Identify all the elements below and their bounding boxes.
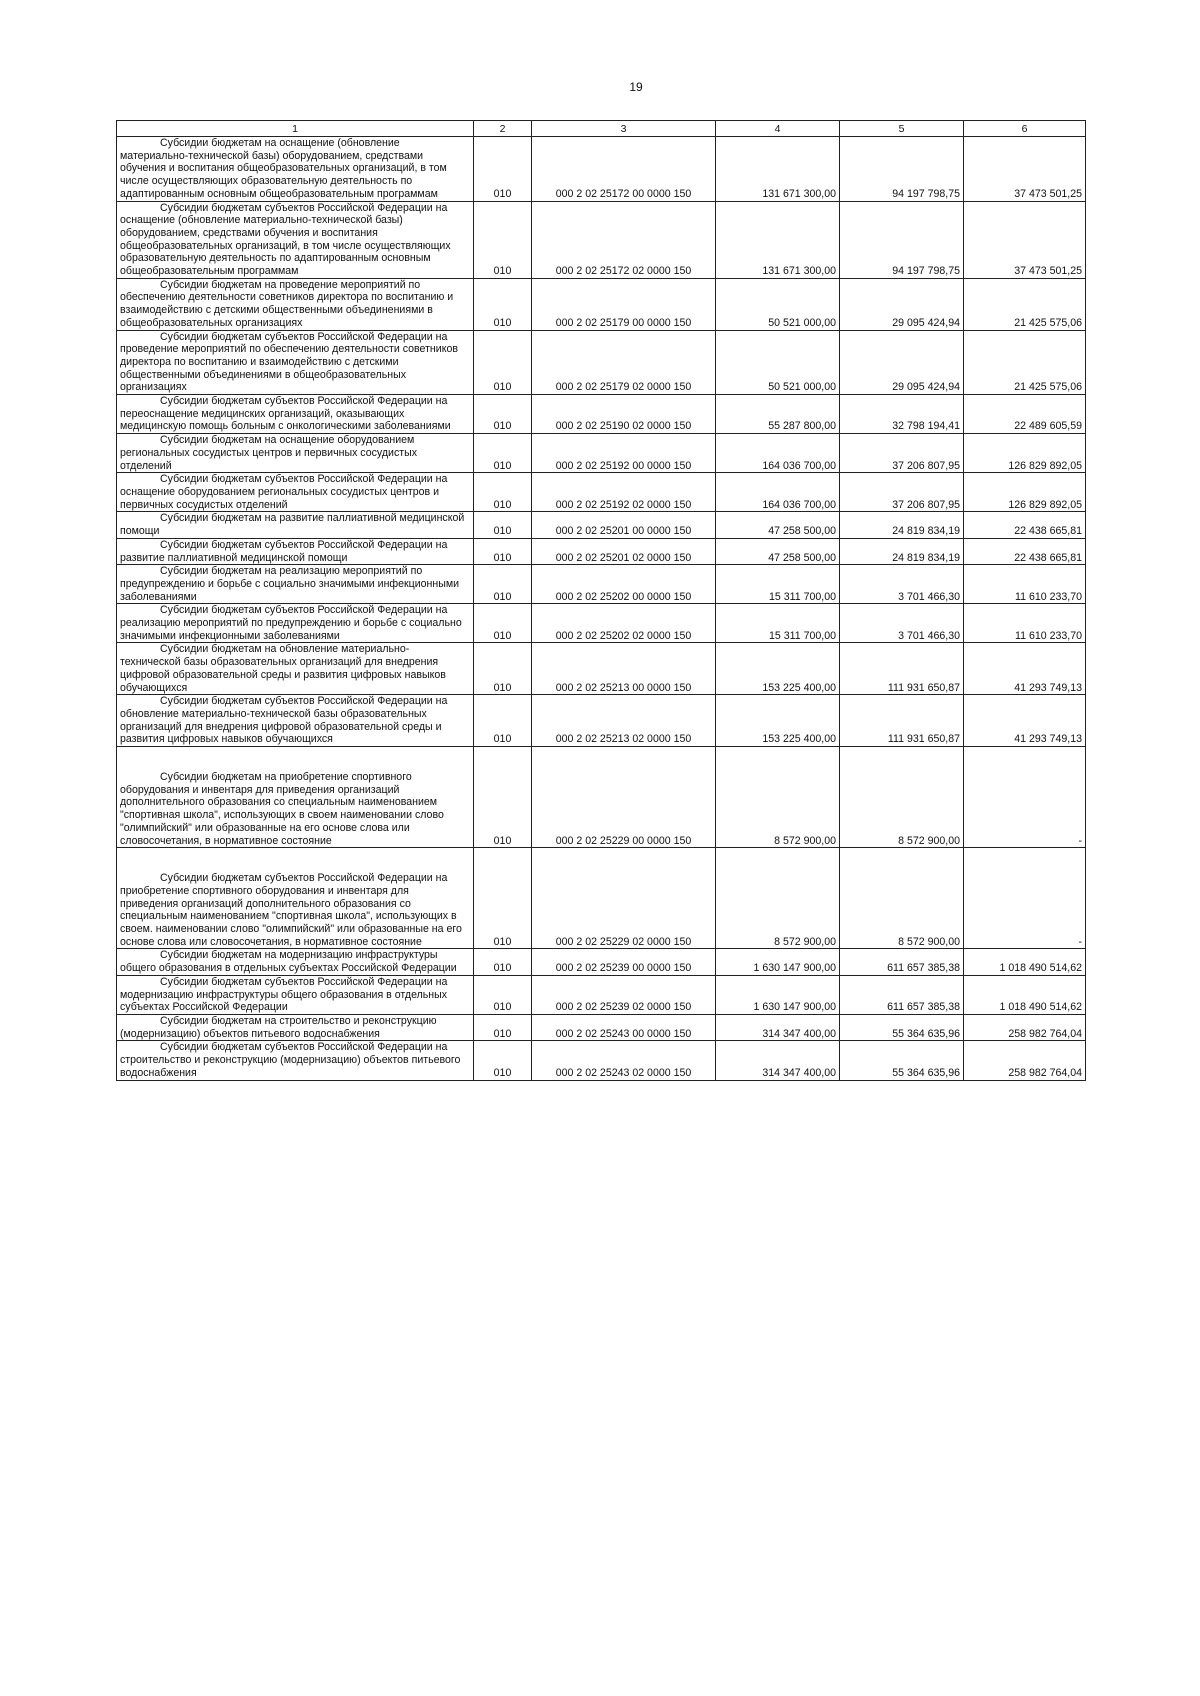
column-header: 2 — [474, 121, 532, 137]
row-value-remaining: 41 293 749,13 — [964, 695, 1086, 747]
row-code: 010 — [474, 565, 532, 604]
table-row — [117, 278, 1086, 330]
row-value-remaining: 258 982 764,04 — [964, 1015, 1086, 1041]
row-name: Субсидии бюджетам субъектов Российской Федерации на обновление материально-технической базы образовательных организаций для внедрения цифровой образовательной среды и развития цифровых навыков обучающихся — [117, 695, 474, 747]
row-name: Субсидии бюджетам субъектов Российской Федерации на модернизацию инфраструктуры общего образования в отдельных субъектах Российской Федерации — [117, 975, 474, 1014]
row-kbk: 000 2 02 25202 00 0000 150 — [532, 565, 716, 604]
row-value-executed: 3 701 466,30 — [840, 604, 964, 643]
table-row — [117, 434, 1086, 473]
row-value-remaining: 126 829 892,05 — [964, 473, 1086, 512]
row-value-executed: 29 095 424,94 — [840, 278, 964, 330]
table-body — [117, 137, 1086, 1081]
row-value-executed: 94 197 798,75 — [840, 137, 964, 202]
row-value-remaining: 11 610 233,70 — [964, 604, 1086, 643]
row-value-remaining: - — [964, 747, 1086, 848]
table-row — [117, 201, 1086, 278]
row-value-approved: 164 036 700,00 — [716, 434, 840, 473]
column-header: 6 — [964, 121, 1086, 137]
table-row — [117, 473, 1086, 512]
row-code: 010 — [474, 395, 532, 434]
row-value-remaining: 37 473 501,25 — [964, 137, 1086, 202]
row-value-remaining: 37 473 501,25 — [964, 201, 1086, 278]
row-value-executed: 111 931 650,87 — [840, 695, 964, 747]
row-value-approved: 314 347 400,00 — [716, 1015, 840, 1041]
row-name: Субсидии бюджетам субъектов Российской Федерации на проведение мероприятий по обеспечению деятельности советников директора по воспитанию и взаимодействию с детскими общественными объединениями в общеобразовательных организациях — [117, 330, 474, 395]
table-row — [117, 643, 1086, 695]
row-value-executed: 3 701 466,30 — [840, 565, 964, 604]
row-kbk: 000 2 02 25239 00 0000 150 — [532, 949, 716, 975]
row-value-approved: 8 572 900,00 — [716, 747, 840, 848]
table-row — [117, 975, 1086, 1014]
table-row — [117, 848, 1086, 949]
row-value-remaining: 11 610 233,70 — [964, 565, 1086, 604]
table-row — [117, 604, 1086, 643]
row-code: 010 — [474, 643, 532, 695]
table-row — [117, 695, 1086, 747]
table-header-row — [117, 121, 1086, 137]
row-value-remaining: - — [964, 848, 1086, 949]
row-name: Субсидии бюджетам на реализацию мероприятий по предупреждению и борьбе с социально значимыми инфекционными заболеваниями — [117, 565, 474, 604]
row-kbk: 000 2 02 25201 00 0000 150 — [532, 512, 716, 538]
row-name: Субсидии бюджетам на обновление материально-технической базы образовательных организаций для внедрения цифровой образовательной среды и развития цифровых навыков обучающихся — [117, 643, 474, 695]
row-value-approved: 164 036 700,00 — [716, 473, 840, 512]
row-code: 010 — [474, 949, 532, 975]
row-code: 010 — [474, 695, 532, 747]
row-value-approved: 15 311 700,00 — [716, 604, 840, 643]
row-code: 010 — [474, 1041, 532, 1080]
column-header: 4 — [716, 121, 840, 137]
row-code: 010 — [474, 604, 532, 643]
row-kbk: 000 2 02 25229 00 0000 150 — [532, 747, 716, 848]
table-row — [117, 137, 1086, 202]
row-name: Субсидии бюджетам на оснащение оборудованием региональных сосудистых центров и первичных сосудистых отделений — [117, 434, 474, 473]
table-row — [117, 1015, 1086, 1041]
row-value-executed: 94 197 798,75 — [840, 201, 964, 278]
row-name: Субсидии бюджетам субъектов Российской Федерации на строительство и реконструкцию (модернизацию) объектов питьевого водоснабжения — [117, 1041, 474, 1080]
row-value-approved: 50 521 000,00 — [716, 278, 840, 330]
row-kbk: 000 2 02 25213 00 0000 150 — [532, 643, 716, 695]
row-value-approved: 314 347 400,00 — [716, 1041, 840, 1080]
row-name: Субсидии бюджетам субъектов Российской Федерации на оснащение оборудованием региональных сосудистых центров и первичных сосудистых отделений — [117, 473, 474, 512]
row-kbk: 000 2 02 25239 02 0000 150 — [532, 975, 716, 1014]
row-value-executed: 611 657 385,38 — [840, 975, 964, 1014]
row-value-remaining: 22 438 665,81 — [964, 512, 1086, 538]
column-header: 1 — [117, 121, 474, 137]
table-row — [117, 512, 1086, 538]
row-value-executed: 111 931 650,87 — [840, 643, 964, 695]
row-value-approved: 131 671 300,00 — [716, 137, 840, 202]
row-value-executed: 37 206 807,95 — [840, 434, 964, 473]
row-name: Субсидии бюджетам на оснащение (обновление материально-технической базы) оборудованием, средствами обучения и воспитания общеобразовательных организаций, в том числе осуществляющих образовательную деятельность по адаптированным основным общеобразовательным программам — [117, 137, 474, 202]
row-name: Субсидии бюджетам на модернизацию инфраструктуры общего образования в отдельных субъектах Российской Федерации — [117, 949, 474, 975]
row-kbk: 000 2 02 25172 00 0000 150 — [532, 137, 716, 202]
row-kbk: 000 2 02 25243 02 0000 150 — [532, 1041, 716, 1080]
row-name: Субсидии бюджетам на проведение мероприятий по обеспечению деятельности советников директора по воспитанию и взаимодействию с детскими общественными объединениями в общеобразовательных организациях — [117, 278, 474, 330]
row-value-executed: 611 657 385,38 — [840, 949, 964, 975]
table-row — [117, 538, 1086, 564]
row-name: Субсидии бюджетам субъектов Российской Федерации на реализацию мероприятий по предупреждению и борьбе с социально значимыми инфекционными заболеваниями — [117, 604, 474, 643]
row-kbk: 000 2 02 25202 02 0000 150 — [532, 604, 716, 643]
row-kbk: 000 2 02 25172 02 0000 150 — [532, 201, 716, 278]
row-value-remaining: 22 438 665,81 — [964, 538, 1086, 564]
row-code: 010 — [474, 848, 532, 949]
row-value-approved: 153 225 400,00 — [716, 695, 840, 747]
row-code: 010 — [474, 538, 532, 564]
row-value-approved: 153 225 400,00 — [716, 643, 840, 695]
row-name: Субсидии бюджетам на развитие паллиативной медицинской помощи — [117, 512, 474, 538]
row-code: 010 — [474, 1015, 532, 1041]
row-name: Субсидии бюджетам на строительство и реконструкцию (модернизацию) объектов питьевого водоснабжения — [117, 1015, 474, 1041]
row-value-approved: 1 630 147 900,00 — [716, 949, 840, 975]
row-kbk: 000 2 02 25243 00 0000 150 — [532, 1015, 716, 1041]
row-kbk: 000 2 02 25201 02 0000 150 — [532, 538, 716, 564]
row-code: 010 — [474, 434, 532, 473]
row-name: Субсидии бюджетам субъектов Российской Федерации на развитие паллиативной медицинской помощи — [117, 538, 474, 564]
row-value-executed: 24 819 834,19 — [840, 538, 964, 564]
row-value-remaining: 21 425 575,06 — [964, 330, 1086, 395]
row-code: 010 — [474, 330, 532, 395]
row-code: 010 — [474, 278, 532, 330]
row-kbk: 000 2 02 25192 00 0000 150 — [532, 434, 716, 473]
row-value-approved: 131 671 300,00 — [716, 201, 840, 278]
row-value-executed: 32 798 194,41 — [840, 395, 964, 434]
table-row — [117, 330, 1086, 395]
page-number: 19 — [629, 80, 643, 94]
row-value-remaining: 126 829 892,05 — [964, 434, 1086, 473]
row-kbk: 000 2 02 25213 02 0000 150 — [532, 695, 716, 747]
row-value-approved: 47 258 500,00 — [716, 512, 840, 538]
row-value-remaining: 21 425 575,06 — [964, 278, 1086, 330]
table-row — [117, 747, 1086, 848]
budget-table — [116, 120, 1086, 1081]
row-name: Субсидии бюджетам на приобретение спортивного оборудования и инвентаря для приведения организаций дополнительного образования со специальным наименованием "спортивная школа", использующих в своем наименовании слово "олимпийский" или образованные на его основе слова или словосочетания, в нормативное состояние — [117, 747, 474, 848]
column-header: 5 — [840, 121, 964, 137]
row-value-approved: 1 630 147 900,00 — [716, 975, 840, 1014]
row-value-remaining: 1 018 490 514,62 — [964, 975, 1086, 1014]
table-row — [117, 1041, 1086, 1080]
row-code: 010 — [474, 512, 532, 538]
row-value-approved: 55 287 800,00 — [716, 395, 840, 434]
row-value-executed: 55 364 635,96 — [840, 1041, 964, 1080]
row-value-approved: 15 311 700,00 — [716, 565, 840, 604]
row-code: 010 — [474, 975, 532, 1014]
row-value-executed: 8 572 900,00 — [840, 747, 964, 848]
row-code: 010 — [474, 747, 532, 848]
row-value-executed: 24 819 834,19 — [840, 512, 964, 538]
table-row — [117, 395, 1086, 434]
row-value-remaining: 41 293 749,13 — [964, 643, 1086, 695]
row-kbk: 000 2 02 25192 02 0000 150 — [532, 473, 716, 512]
row-value-approved: 47 258 500,00 — [716, 538, 840, 564]
row-value-remaining: 258 982 764,04 — [964, 1041, 1086, 1080]
row-value-executed: 55 364 635,96 — [840, 1015, 964, 1041]
row-value-remaining: 1 018 490 514,62 — [964, 949, 1086, 975]
row-code: 010 — [474, 473, 532, 512]
row-code: 010 — [474, 137, 532, 202]
row-code: 010 — [474, 201, 532, 278]
row-name: Субсидии бюджетам субъектов Российской Федерации на оснащение (обновление материально-технической базы) оборудованием, средствами обучения и воспитания общеобразовательных организаций, в том числе осуществляющих образовательную деятельность по адаптированным основным общеобразовательным программам — [117, 201, 474, 278]
row-name: Субсидии бюджетам субъектов Российской Федерации на приобретение спортивного оборудования и инвентаря для приведения организаций дополнительного образования со специальным наименованием "спортивная школа", использующих в своем. наименовании слово "олимпийский" или образованные на его основе слова или словосочетания, в нормативное состояние — [117, 848, 474, 949]
row-value-executed: 8 572 900,00 — [840, 848, 964, 949]
row-value-executed: 29 095 424,94 — [840, 330, 964, 395]
row-value-approved: 50 521 000,00 — [716, 330, 840, 395]
row-kbk: 000 2 02 25179 02 0000 150 — [532, 330, 716, 395]
table-row — [117, 949, 1086, 975]
row-name: Субсидии бюджетам субъектов Российской Федерации на переоснащение медицинских организаций, оказывающих медицинскую помощь больным с онкологическими заболеваниями — [117, 395, 474, 434]
row-kbk: 000 2 02 25229 02 0000 150 — [532, 848, 716, 949]
row-kbk: 000 2 02 25190 02 0000 150 — [532, 395, 716, 434]
row-value-remaining: 22 489 605,59 — [964, 395, 1086, 434]
table-row — [117, 565, 1086, 604]
row-value-executed: 37 206 807,95 — [840, 473, 964, 512]
row-value-approved: 8 572 900,00 — [716, 848, 840, 949]
row-kbk: 000 2 02 25179 00 0000 150 — [532, 278, 716, 330]
column-header: 3 — [532, 121, 716, 137]
